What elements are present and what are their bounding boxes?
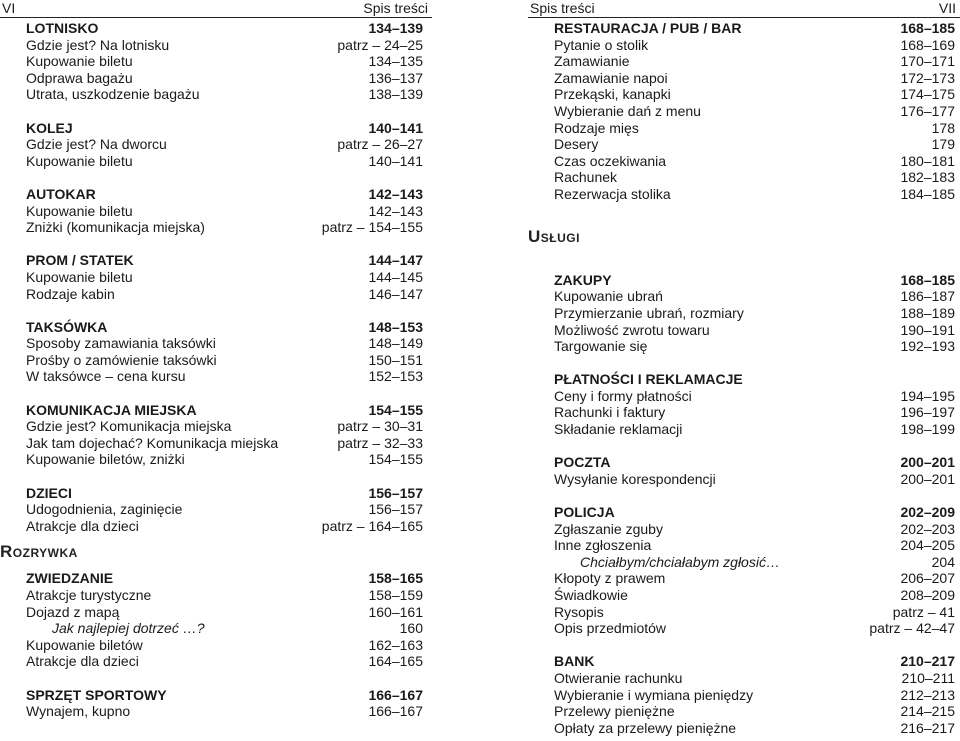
entry-label: Wynajem, kupno bbox=[26, 703, 131, 720]
toc-group-heading bbox=[528, 504, 955, 521]
entry-pages: 208–209 bbox=[900, 587, 955, 603]
entry-pages: 210–211 bbox=[901, 669, 955, 686]
spacer bbox=[0, 169, 423, 186]
entry-label: Wybieranie i wymiana pieniędzy bbox=[554, 686, 754, 703]
entry-pages: patrz – 26–27 bbox=[337, 136, 423, 153]
entry-label: Odprawa bagażu bbox=[26, 69, 133, 86]
entry-pages: 138–139 bbox=[368, 86, 423, 103]
entry-pages: 174–175 bbox=[900, 86, 955, 103]
entry-label: Rodzaje mięs bbox=[554, 119, 639, 136]
group-pages: 168–185 bbox=[900, 271, 955, 288]
toc-entry bbox=[0, 136, 423, 153]
toc-entry bbox=[0, 219, 423, 236]
toc-group-heading bbox=[528, 272, 955, 289]
toc-entry bbox=[528, 305, 955, 322]
entry-pages: patrz – 32–33 bbox=[337, 434, 423, 451]
entry-pages: 172–173 bbox=[900, 69, 955, 86]
toc-group-heading bbox=[528, 20, 955, 37]
entry-pages: 154–155 bbox=[368, 451, 423, 468]
spacer bbox=[0, 302, 423, 319]
toc-entry bbox=[528, 169, 955, 186]
toc-entry bbox=[528, 288, 955, 305]
entry-label: Składanie reklamacji bbox=[554, 421, 683, 438]
entry-label: Opłaty za przelewy pieniężne bbox=[554, 719, 737, 736]
entry-pages: 136–137 bbox=[368, 69, 423, 86]
entry-label: Atrakcje turystyczne bbox=[26, 587, 152, 603]
group-title: AUTOKAR bbox=[26, 185, 96, 202]
entry-label: W taksówce – cena kursu bbox=[26, 368, 186, 385]
toc-entry bbox=[528, 604, 955, 621]
group-pages: 140–141 bbox=[368, 119, 423, 136]
group-pages: 142–143 bbox=[368, 185, 423, 202]
toc-entry bbox=[0, 620, 423, 637]
entry-pages: 204–205 bbox=[900, 537, 955, 554]
group-pages: 210–217 bbox=[900, 653, 955, 670]
left-page bbox=[0, 0, 432, 741]
running-title: Spis treści bbox=[530, 0, 595, 16]
entry-label: Kupowanie biletów, zniżki bbox=[26, 451, 185, 468]
toc-entry bbox=[528, 404, 955, 421]
page-number: VII bbox=[938, 0, 956, 16]
toc-entry bbox=[0, 435, 423, 452]
toc-entry bbox=[528, 587, 955, 604]
toc-entry bbox=[0, 518, 423, 535]
entry-pages: patrz – 30–31 bbox=[337, 418, 423, 435]
toc-entry bbox=[528, 570, 955, 587]
entry-label: Zniżki (komunikacja miejska) bbox=[26, 219, 205, 236]
group-pages: 158–165 bbox=[368, 570, 423, 587]
toc-group-heading bbox=[0, 20, 423, 37]
entry-pages: 164–165 bbox=[368, 653, 423, 670]
entry-label: Gdzie jest? Na lotnisku bbox=[26, 36, 170, 53]
entry-label: Atrakcje dla dzieci bbox=[26, 653, 139, 670]
section-heading bbox=[528, 219, 955, 255]
entry-pages: 206–207 bbox=[900, 570, 955, 587]
toc-column bbox=[0, 20, 423, 720]
toc-entry bbox=[528, 153, 955, 170]
entry-label: Kupowanie biletu bbox=[26, 202, 133, 219]
toc-entry bbox=[528, 186, 955, 203]
toc-entry bbox=[0, 203, 423, 220]
toc-entry bbox=[0, 418, 423, 435]
entry-label: Desery bbox=[554, 136, 599, 153]
toc-entry bbox=[0, 153, 423, 170]
toc-entry bbox=[0, 451, 423, 468]
toc-entry bbox=[528, 86, 955, 103]
group-title: RESTAURACJA / PUB / BAR bbox=[554, 20, 742, 36]
entry-pages: patrz – 164–165 bbox=[321, 517, 423, 534]
entry-label: Kłopoty z prawem bbox=[554, 570, 666, 587]
toc-entry bbox=[0, 86, 423, 103]
entry-label: Przelewy pieniężne bbox=[554, 703, 675, 720]
entry-pages: 214–215 bbox=[900, 703, 955, 720]
entry-pages: 146–147 bbox=[368, 285, 423, 302]
toc-entry bbox=[528, 670, 955, 687]
section-initial: R bbox=[0, 542, 13, 562]
entry-label: Przymierzanie ubrań, rozmiary bbox=[554, 304, 744, 321]
toc-entry bbox=[0, 368, 423, 385]
entry-label: Atrakcje dla dzieci bbox=[26, 517, 139, 534]
toc-entry bbox=[0, 53, 423, 70]
entry-label: Jak najlepiej dotrzeć …? bbox=[52, 620, 205, 637]
entry-pages: 152–153 bbox=[368, 368, 423, 385]
toc-entry bbox=[528, 421, 955, 438]
entry-label: Rachunki i faktury bbox=[554, 404, 666, 421]
entry-label: Czas oczekiwania bbox=[554, 152, 667, 169]
group-title: PŁATNOŚCI I REKLAMACJE bbox=[554, 371, 743, 388]
entry-label: Utrata, uszkodzenie bagażu bbox=[26, 86, 200, 103]
group-title: LOTNISKO bbox=[26, 20, 99, 36]
group-pages: 148–153 bbox=[368, 318, 423, 335]
toc-entry bbox=[528, 537, 955, 554]
entry-label: Dojazd z mapą bbox=[26, 603, 120, 620]
spacer bbox=[0, 103, 423, 120]
toc-group-heading bbox=[0, 252, 423, 269]
section-rest: OZRYWKA bbox=[12, 546, 78, 561]
group-pages: 200–201 bbox=[900, 454, 955, 471]
toc-entry bbox=[528, 471, 955, 488]
entry-pages: 134–135 bbox=[368, 53, 423, 70]
section-heading bbox=[0, 534, 423, 570]
toc-group-heading bbox=[0, 120, 423, 137]
right-page bbox=[528, 0, 960, 741]
toc-entry bbox=[0, 587, 423, 604]
group-title: POCZTA bbox=[554, 454, 611, 471]
spacer bbox=[528, 487, 955, 504]
toc-entry bbox=[528, 338, 955, 355]
entry-pages: 150–151 bbox=[368, 351, 423, 368]
spacer bbox=[0, 236, 423, 253]
toc-entry bbox=[528, 554, 955, 571]
toc-entry bbox=[528, 388, 955, 405]
toc-group-heading bbox=[0, 687, 423, 704]
toc-entry bbox=[528, 322, 955, 339]
toc-entry bbox=[528, 103, 955, 120]
toc-entry bbox=[0, 703, 423, 720]
entry-pages: 194–195 bbox=[900, 387, 955, 404]
spacer bbox=[0, 385, 423, 402]
group-pages: 154–155 bbox=[368, 401, 423, 418]
spacer bbox=[0, 670, 423, 687]
toc-group-heading bbox=[0, 186, 423, 203]
toc-entry bbox=[528, 620, 955, 637]
entry-label: Wysyłanie korespondencji bbox=[554, 470, 716, 487]
toc-group-heading bbox=[528, 371, 955, 388]
section-rest: SŁUGI bbox=[540, 231, 580, 246]
spacer bbox=[528, 355, 955, 372]
group-title: ZAKUPY bbox=[554, 271, 612, 288]
entry-pages: 142–143 bbox=[368, 202, 423, 219]
entry-pages: 188–189 bbox=[900, 304, 955, 321]
entry-pages: 148–149 bbox=[368, 335, 423, 352]
entry-pages: patrz – 42–47 bbox=[869, 620, 955, 637]
toc-column bbox=[528, 20, 955, 736]
toc-entry bbox=[528, 521, 955, 538]
toc-entry bbox=[528, 687, 955, 704]
entry-pages: patrz – 41 bbox=[892, 603, 955, 620]
entry-pages: 160–161 bbox=[368, 603, 423, 620]
toc-entry bbox=[528, 37, 955, 54]
entry-pages: patrz – 154–155 bbox=[321, 219, 423, 236]
spacer bbox=[528, 637, 955, 654]
entry-label: Zgłaszanie zguby bbox=[554, 520, 663, 537]
toc-entry bbox=[0, 604, 423, 621]
group-pages: 168–185 bbox=[900, 20, 955, 36]
group-title: KOMUNIKACJA MIEJSKA bbox=[26, 401, 197, 418]
entry-label: Udogodnienia, zaginięcie bbox=[26, 501, 183, 518]
toc-group-heading bbox=[528, 653, 955, 670]
spacer bbox=[0, 468, 423, 485]
entry-pages: 196–197 bbox=[900, 404, 955, 421]
entry-pages: 184–185 bbox=[900, 185, 955, 202]
entry-label: Gdzie jest? Na dworcu bbox=[26, 136, 167, 153]
page-header bbox=[0, 0, 432, 18]
toc-entry bbox=[0, 335, 423, 352]
group-title: POLICJA bbox=[554, 504, 615, 521]
group-pages: 134–139 bbox=[368, 20, 423, 36]
entry-label: Chciałbym/chciałabym zgłosić… bbox=[580, 553, 780, 570]
entry-pages: 158–159 bbox=[368, 587, 423, 603]
entry-label: Rachunek bbox=[554, 169, 618, 186]
toc-entry bbox=[0, 352, 423, 369]
entry-label: Kupowanie biletu bbox=[26, 53, 133, 70]
toc-entry bbox=[528, 70, 955, 87]
entry-label: Możliwość zwrotu towaru bbox=[554, 321, 710, 338]
entry-pages: 200–201 bbox=[900, 470, 955, 487]
entry-pages: 162–163 bbox=[368, 636, 423, 653]
group-title: KOLEJ bbox=[26, 119, 73, 136]
page-header bbox=[528, 0, 960, 18]
entry-label: Zamawianie bbox=[554, 53, 630, 70]
entry-pages: 176–177 bbox=[900, 102, 955, 119]
entry-label: Targowanie się bbox=[554, 338, 648, 355]
spacer bbox=[528, 438, 955, 455]
entry-label: Świadkowie bbox=[554, 587, 628, 603]
entry-label: Przekąski, kanapki bbox=[554, 86, 671, 103]
entry-label: Kupowanie biletu bbox=[26, 152, 133, 169]
entry-label: Ceny i formy płatności bbox=[554, 387, 692, 404]
entry-label: Kupowanie ubrań bbox=[554, 288, 663, 305]
running-title: Spis treści bbox=[363, 0, 428, 16]
entry-pages: 186–187 bbox=[900, 288, 955, 305]
entry-pages: 160 bbox=[399, 620, 423, 637]
entry-label: Prośby o zamówienie taksówki bbox=[26, 351, 217, 368]
entry-label: Rysopis bbox=[554, 603, 604, 620]
group-pages: 144–147 bbox=[368, 252, 423, 269]
entry-pages: 216–217 bbox=[900, 719, 955, 736]
entry-pages: 204 bbox=[931, 553, 955, 570]
entry-pages: 192–193 bbox=[900, 338, 955, 355]
group-title: BANK bbox=[554, 653, 595, 670]
toc-group-heading bbox=[0, 570, 423, 587]
entry-pages: 182–183 bbox=[900, 169, 955, 186]
toc-group-heading bbox=[0, 485, 423, 502]
spacer bbox=[528, 255, 955, 272]
toc-entry bbox=[0, 653, 423, 670]
group-title: DZIECI bbox=[26, 484, 72, 501]
section-initial: U bbox=[528, 227, 541, 247]
entry-label: Kupowanie biletu bbox=[26, 268, 133, 285]
toc-entry bbox=[0, 70, 423, 87]
entry-label: Rezerwacja stolika bbox=[554, 185, 671, 202]
entry-label: Pytanie o stolik bbox=[554, 36, 649, 53]
entry-pages: 180–181 bbox=[900, 152, 955, 169]
entry-label: Otwieranie rachunku bbox=[554, 669, 683, 686]
entry-pages: 179 bbox=[931, 136, 955, 153]
entry-pages: patrz – 24–25 bbox=[337, 36, 423, 53]
entry-label: Gdzie jest? Komunikacja miejska bbox=[26, 418, 232, 435]
entry-pages: 168–169 bbox=[900, 36, 955, 53]
entry-label: Jak tam dojechać? Komunikacja miejska bbox=[26, 434, 279, 451]
entry-label: Opis przedmiotów bbox=[554, 620, 667, 637]
entry-label: Rodzaje kabin bbox=[26, 285, 115, 302]
entry-pages: 212–213 bbox=[900, 686, 955, 703]
group-pages: 202–209 bbox=[900, 504, 955, 521]
entry-pages: 170–171 bbox=[900, 53, 955, 70]
toc-entry bbox=[528, 703, 955, 720]
toc-entry bbox=[0, 286, 423, 303]
toc-entry bbox=[528, 120, 955, 137]
toc-entry bbox=[0, 269, 423, 286]
entry-pages: 166–167 bbox=[368, 703, 423, 720]
group-title: PROM / STATEK bbox=[26, 252, 134, 269]
group-pages: 156–157 bbox=[368, 484, 423, 501]
toc-group-heading bbox=[0, 319, 423, 336]
page-number: VI bbox=[2, 0, 16, 16]
entry-pages: 198–199 bbox=[900, 421, 955, 438]
group-title: ZWIEDZANIE bbox=[26, 570, 114, 587]
entry-pages: 178 bbox=[931, 119, 955, 136]
entry-pages: 144–145 bbox=[368, 268, 423, 285]
entry-label: Kupowanie biletów bbox=[26, 636, 143, 653]
entry-label: Sposoby zamawiania taksówki bbox=[26, 335, 216, 352]
group-pages: 166–167 bbox=[368, 686, 423, 703]
spacer bbox=[528, 203, 955, 220]
toc-group-heading bbox=[0, 402, 423, 419]
toc-entry bbox=[0, 37, 423, 54]
toc-entry bbox=[528, 720, 955, 737]
entry-pages: 140–141 bbox=[368, 152, 423, 169]
toc-entry bbox=[528, 136, 955, 153]
toc-entry bbox=[0, 501, 423, 518]
toc-entry bbox=[0, 637, 423, 654]
entry-label: Inne zgłoszenia bbox=[554, 537, 652, 554]
group-title: TAKSÓWKA bbox=[26, 318, 108, 335]
entry-pages: 156–157 bbox=[368, 501, 423, 518]
group-title: SPRZĘT SPORTOWY bbox=[26, 686, 167, 703]
entry-pages: 190–191 bbox=[900, 321, 955, 338]
entry-label: Wybieranie dań z menu bbox=[554, 102, 701, 119]
entry-label: Zamawianie napoi bbox=[554, 69, 668, 86]
toc-group-heading bbox=[528, 454, 955, 471]
toc-entry bbox=[528, 53, 955, 70]
entry-pages: 202–203 bbox=[900, 520, 955, 537]
